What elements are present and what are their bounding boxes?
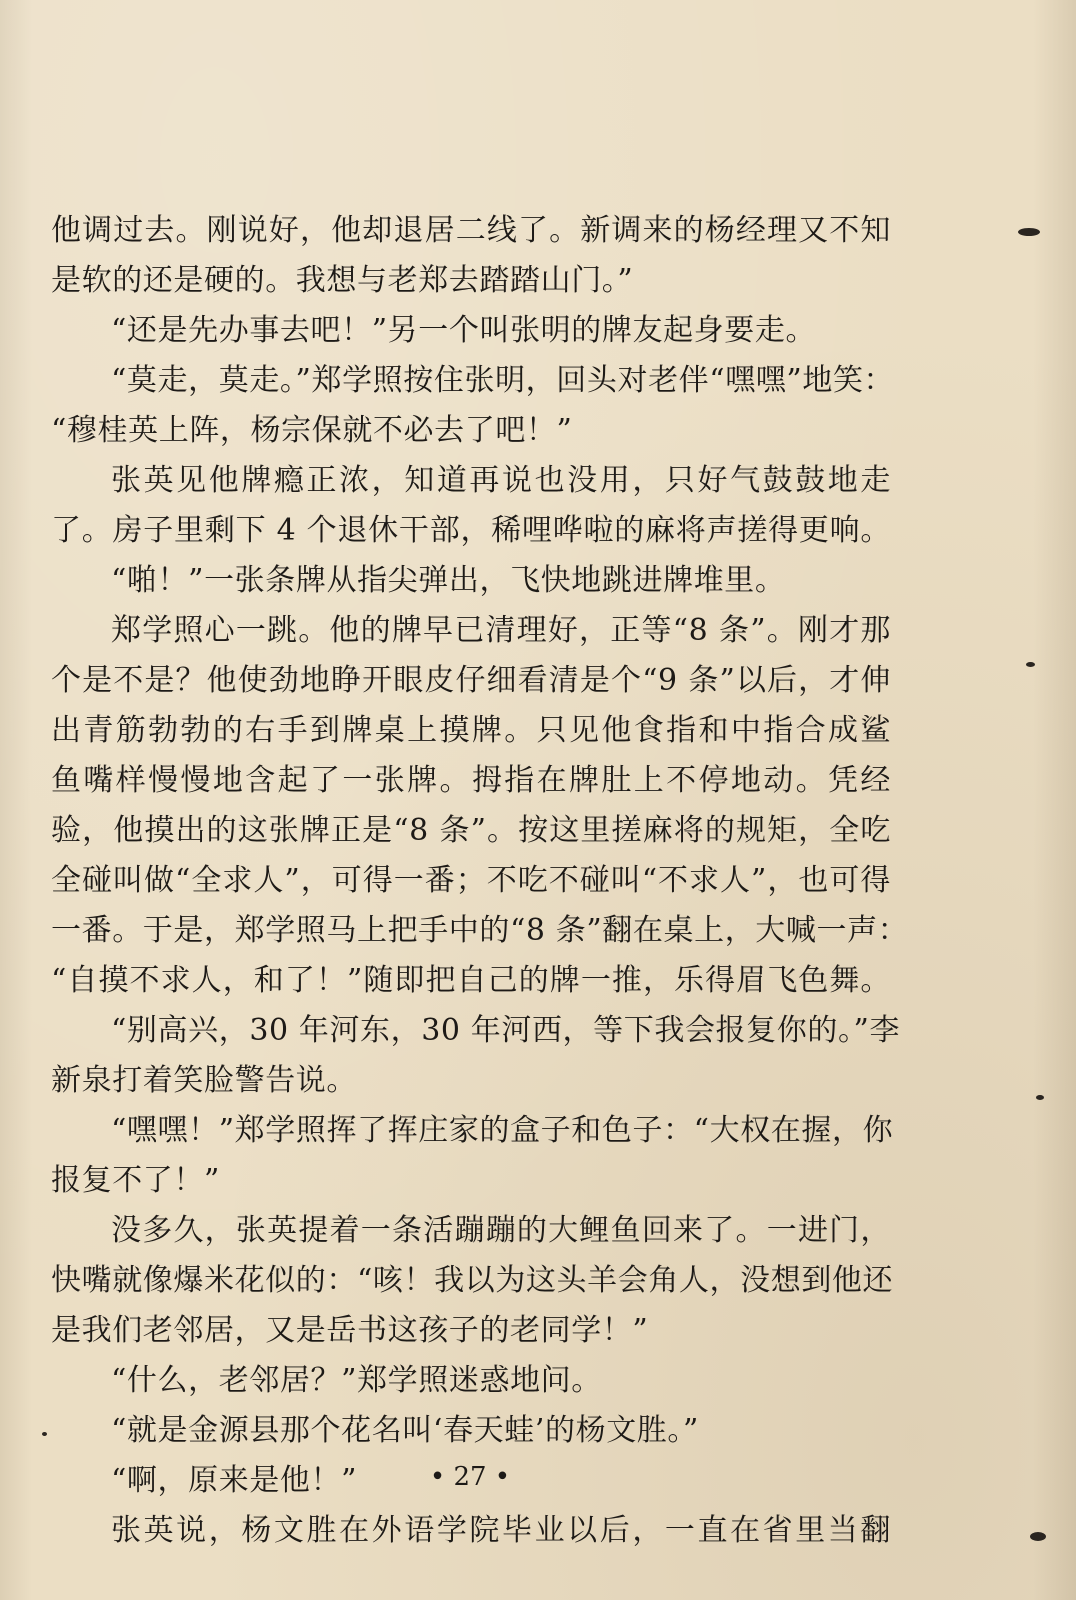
ink-speck: [1018, 228, 1040, 236]
text-line: “啊，原来是他！”: [111, 1463, 358, 1498]
page-number: • 27 •: [429, 1462, 511, 1492]
text-line: 全碰叫做“全求人”，可得一番；不吃不碰叫“不求人”，也可得: [51, 863, 891, 898]
ink-speck: [1036, 1095, 1044, 1100]
text-line: 张英说，杨文胜在外语学院毕业以后，一直在省里当翻: [111, 1513, 891, 1548]
text-line: 报复不了！”: [51, 1163, 220, 1198]
text-line: 验，他摸出的这张牌正是“8 条”。按这里搓麻将的规矩，全吃: [51, 813, 891, 848]
ink-speck: [1026, 662, 1035, 667]
ink-speck: [1030, 1532, 1046, 1541]
text-line: 他调过去。刚说好，他却退居二线了。新调来的杨经理又不知: [51, 213, 891, 248]
text-line: “自摸不求人，和了！”随即把自己的牌一推，乐得眉飞色舞。: [51, 963, 891, 998]
text-line: 新泉打着笑脸警告说。: [51, 1063, 357, 1098]
text-line: 个是不是？他使劲地睁开眼皮仔细看清是个“9 条”以后，才伸: [51, 663, 891, 698]
text-line: “啪！”一张条牌从指尖弹出，飞快地跳进牌堆里。: [111, 563, 786, 598]
text-line: 出青筋勃勃的右手到牌桌上摸牌。只见他食指和中指合成鲨: [51, 713, 891, 748]
text-line: “就是金源县那个花名叫‘春天蛙’的杨文胜。”: [111, 1413, 699, 1448]
text-line: 鱼嘴样慢慢地含起了一张牌。拇指在牌肚上不停地动。凭经: [51, 763, 891, 798]
text-line: 是软的还是硬的。我想与老郑去踏踏山门。”: [51, 263, 634, 298]
text-line: 了。房子里剩下 4 个退休干部，稀哩哗啦的麻将声搓得更响。: [51, 513, 891, 548]
text-line: “莫走，莫走。”郑学照按住张明，回头对老伴“嘿嘿”地笑：: [111, 363, 895, 398]
body-text: [51, 206, 909, 1556]
text-line: 郑学照心一跳。他的牌早已清理好，正等“8 条”。刚才那: [111, 613, 891, 648]
text-line: “还是先办事去吧！”另一个叫张明的牌友起身要走。: [111, 313, 817, 348]
text-line: “别高兴，30 年河东，30 年河西，等下我会报复你的。”李: [111, 1013, 901, 1048]
text-line: 快嘴就像爆米花似的：“咳！我以为这头羊会角人，没想到他还: [51, 1263, 894, 1298]
text-line: 张英见他牌瘾正浓，知道再说也没用，只好气鼓鼓地走: [111, 463, 891, 498]
text-line: 是我们老邻居，又是岳书这孩子的老同学！”: [51, 1313, 649, 1348]
text-line: “穆桂英上阵，杨宗保就不必去了吧！”: [51, 413, 573, 448]
text-line: “什么，老邻居？”郑学照迷惑地问。: [111, 1363, 602, 1398]
text-line: 一番。于是，郑学照马上把手中的“8 条”翻在桌上，大喊一声：: [51, 913, 909, 948]
ink-speck: [42, 1432, 47, 1436]
text-line: 没多久，张英提着一条活蹦蹦的大鲤鱼回来了。一进门，: [111, 1213, 891, 1248]
text-line: “嘿嘿！”郑学照挥了挥庄家的盒子和色子：“大权在握，你: [111, 1113, 894, 1148]
